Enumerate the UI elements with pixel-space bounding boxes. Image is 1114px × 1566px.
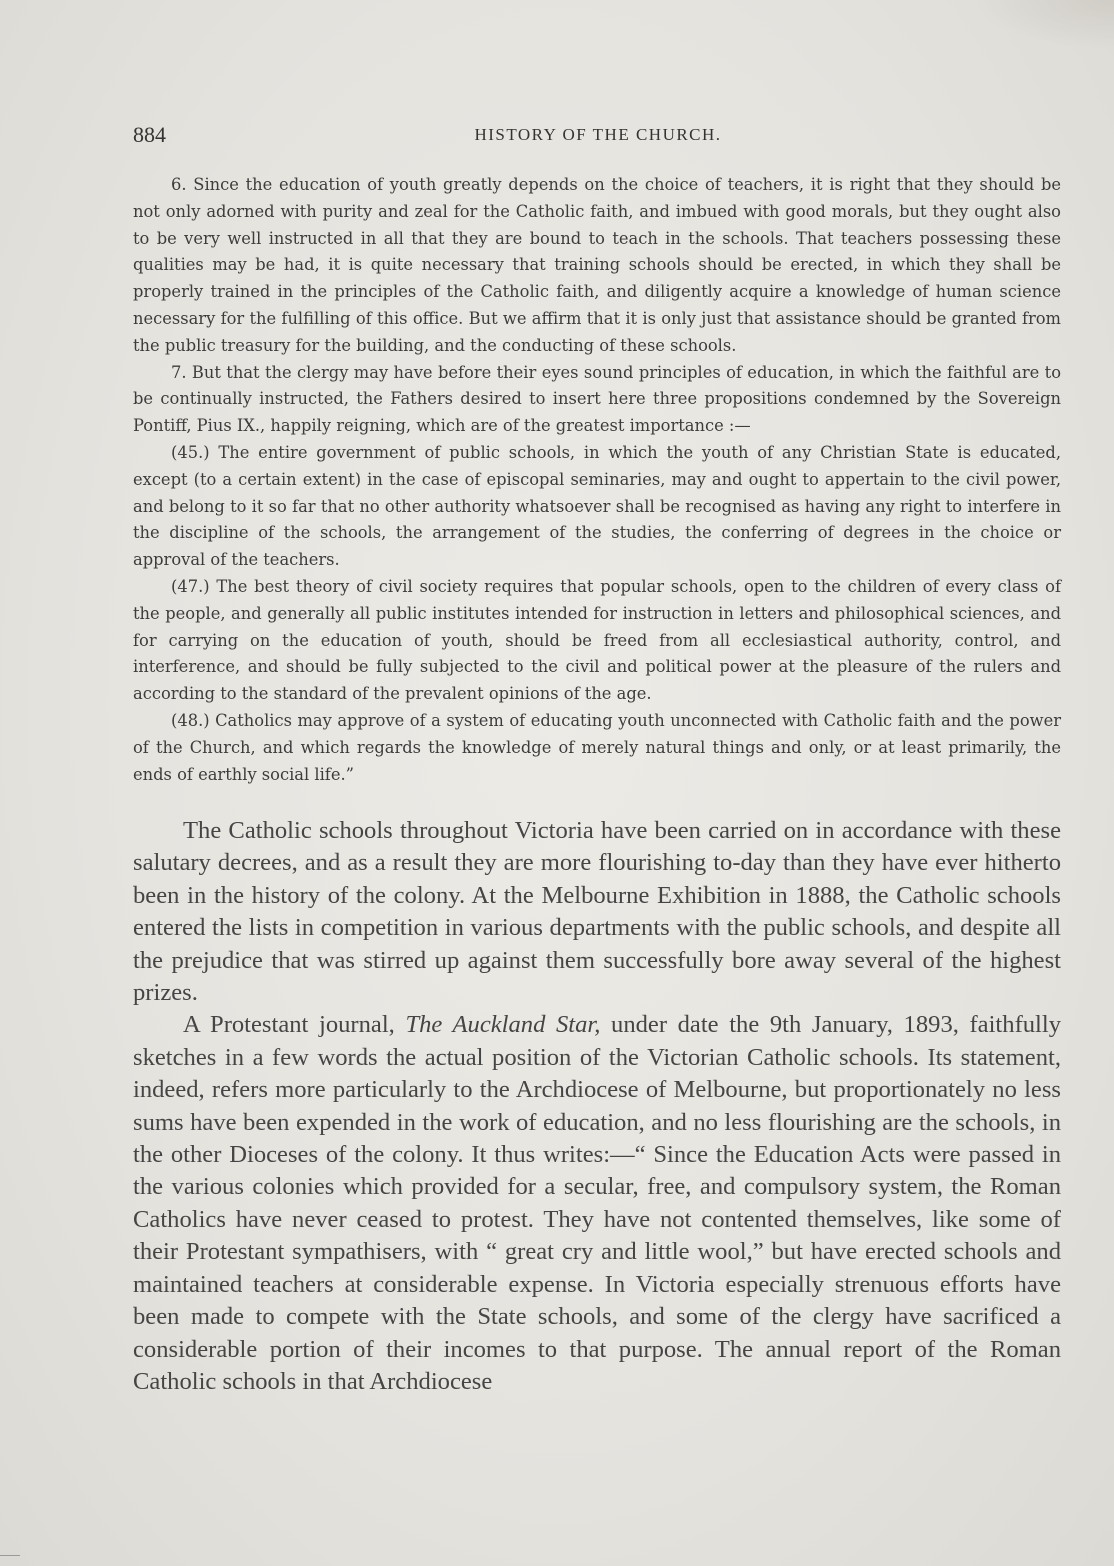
decree-6: 6. Since the education of youth greatly depends on the choice of teachers, it is right that they should be not only adorned with purity and zeal for the Catholic faith, and imbued with good morals, but they ought also to be very well instructed in all that they are bound to teach in the schools. That teachers possessing these qualities may be had, it is quite necessary that training schools should be erected, in which they shall be properly trained in the principles of the Catholic faith, and diligently acquire a knowledge of human science necessary for the fulfilling of this office. But we affirm that it is only just that assistance should be granted from the public treasury for the building, and the conducting of these schools. (133, 175, 1061, 355)
journal-title: The Auckland Star, (405, 1011, 601, 1039)
page-number: 884 (133, 122, 166, 147)
proposition-47: (47.) The best theory of civil society requires that popular schools, open to the children of every class of the people, and generally all public institutes intended for instruction in letters and philosophical sciences, and for carrying on the education of youth, should be freed from all ecclesiastical authority, control, and interference, and should be fully subjected to the civil and political power at the pleasure of the rulers and according to the standard of the prevalent opinions of the age. (133, 576, 1061, 704)
body-text (133, 815, 1061, 1398)
decree-7: 7. But that the clergy may have before their eyes sound principles of education, in which the faithful are to be continually instructed, the Fathers desired to insert here three propositions condemned by the Sovereign Pontiff, Pius IX., happily reigning, which are of the greatest importance :— (133, 362, 1061, 436)
page-header (133, 122, 1063, 152)
proposition-45: (45.) The entire government of public schools, in which the youth of any Christian State is educated, except (to a certain extent) in the case of episcopal seminaries, may and ought to appertain to the civil power, and belong to it so far that no other authority whatsoever shall be recognised as having any right to interfere in the discipline of the schools, the arrangement of the studies, the conferring of degrees in the choice or approval of the teachers. (133, 442, 1061, 570)
corner-mark (0, 1555, 20, 1566)
body-text-span: under date the 9th January, 1893, faithfully sketches in a few words the actual position of the Victorian Catholic schools. Its statement, indeed, refers more particularly to the Archdiocese of Melbourne, but proportionately no less sums have been expended in the work of education, and no less flourishing are the schools, in the other Dioceses of the colony. It thus writes:—“ Since the Education Acts were passed in the various colonies which provided for a secular, free, and compulsory system, the Roman Catholics have never ceased to protest. They have not contented themselves, like some of their Protestant sympathisers, with “ great cry and little wool,” but have erected schools and maintained teachers at considerable expense. In Victoria especially strenuous efforts have been made to compete with the State schools, and some of the clergy have sacrificed a considerable portion of their incomes to that purpose. The annual report of the Roman Catholic schools in that Archdiocese (133, 1011, 1062, 1395)
proposition-48: (48.) Catholics may approve of a system of educating youth unconnected with Catholic faith and the power of the Church, and which regards the knowledge of merely natural things and only, or at least primarily, the ends of earthly social life.” (133, 710, 1061, 784)
paper-stain (974, 0, 1114, 50)
body-text-span: A Protestant journal, (183, 1011, 395, 1039)
body-paragraph (133, 1009, 1061, 1398)
body-paragraph: The Catholic schools throughout Victoria have been carried on in accordance with these salutary decrees, and as a result they are more flourishing to-day than they have ever hitherto been in the history of the colony. At the Melbourne Exhibition in 1888, the Catholic schools entered the lists in competition in various departments with the public schools, and despite all the prejudice that was stirred up against them successfully bore away several of the highest prizes. (133, 817, 1061, 1007)
quoted-decrees (133, 172, 1061, 788)
running-title: HISTORY OF THE CHURCH. (474, 125, 722, 144)
